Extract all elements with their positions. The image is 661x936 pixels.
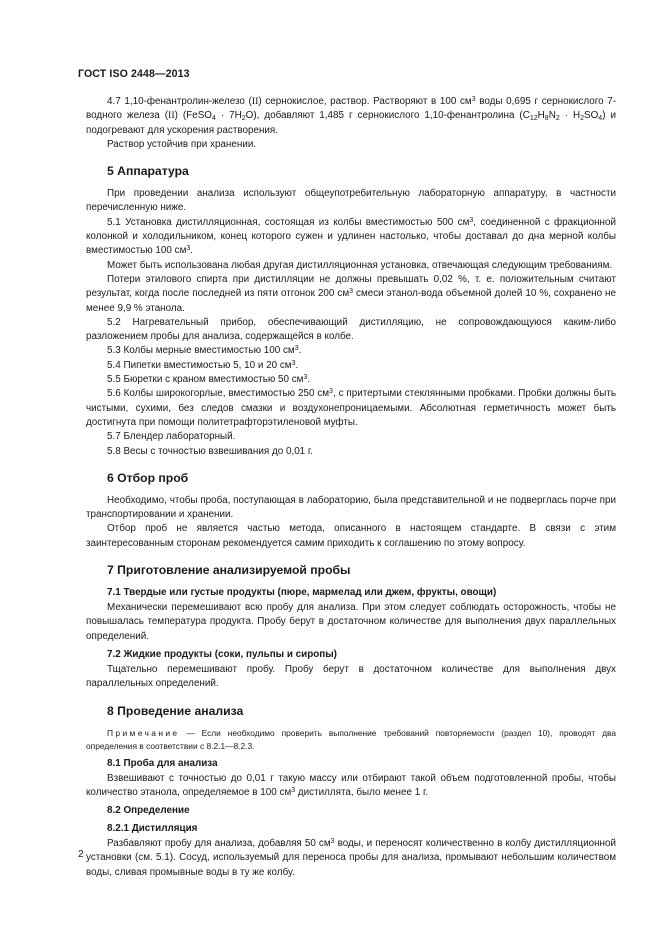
section-6-heading: 6 Отбор проб — [107, 470, 189, 485]
paragraph-8-1: Взвешивают с точностью до 0,01 г такую массу или отбирают такой объем подготовленной пробы, чтобы количество этанола, определяемое в 100 $см^3$ дистиллята, было менее 1 г. — [86, 772, 616, 798]
subsection-8-1-heading: 8.1 Проба для анализа — [107, 757, 218, 769]
paragraph-5-1: 5.1 Установка дистилляционная, состоящая из колбы вместимостью 500 $см^3$, соединенной с фракционной колонкой и холодильником, конец которого сужен и удлинен настолько, чтобы доставал до дна мерной колбы вместимостью 100 $см^3$. — [86, 216, 616, 257]
page-number: 2 — [78, 849, 84, 860]
subsection-8-2-heading: 8.2 Определение — [107, 805, 190, 817]
section-6-paragraph-1: Необходимо, чтобы проба, поступающая в лабораторию, была представительной и не подверглась порче при транспортировании и хранении. — [86, 494, 616, 521]
paragraph-5-6: 5.6 Колбы широкогорлые, вместимостью 250 $см^3$, с притертыми стеклянными пробками. Пробки должны быть чистыми, сухими, без следов смазки и воздухонепроницаемыми. Абсолютная герметичность может быть достигнута при помощи политетрафторэтиленовой муфты. — [86, 388, 616, 428]
paragraph-5-3: 5.3 Колбы мерные вместимостью 100 $см^3$. — [107, 345, 302, 357]
section-8-note: Примечание — Если необходимо проверить выполнение требований повторяемости (раздел 10), проводят два определения в соответствии с 8.2.1—8.2.3. — [86, 727, 616, 751]
paragraph-4-7: 4.7 1,10-фенантролин-железо (II) сернокислое, раствор. Растворяют в 100 $см^3$ воды 0,695 г сернокислого 7-водного железа (II) (FeSO$_4$ · $7H_2O$), добавляют 1,485 г сернокислого 1,10-фенантролина $(C_{12}H_8N_2 \cdot H_2SO_4)$ и подогревают для ускорения растворения. — [86, 96, 616, 136]
section-6-paragraph-2: Отбор проб не является частью метода, описанного в настоящем стандарте. В связи с этим заинтересованным сторонам рекомендуется самим приходить к соглашению по этому вопросу. — [86, 523, 616, 549]
subsection-8-2-1-heading: 8.2.1 Дистилляция — [107, 823, 198, 835]
paragraph-5-4: 5.4 Пипетки вместимостью 5, 10 и 20 $см^3$. — [107, 359, 299, 371]
paragraph-7-1: Механически перемешивают всю пробу для анализа. При этом следует соблюдать осторожность, чтобы не повышалась температура продукта. Пробу берут в достаточном количестве для выполнения двух параллельных определений. — [86, 602, 616, 642]
section-8-heading: 8 Проведение анализа — [107, 703, 244, 718]
paragraph-4-7-stability: Раствор устойчив при хранении. — [107, 138, 257, 150]
section-7-heading: 7 Приготовление анализируемой пробы — [107, 563, 351, 578]
page-body — [86, 95, 616, 880]
paragraph-5-5: 5.5 Бюретки с краном вместимостью 50 $см^3$. — [107, 374, 311, 386]
section-5-intro: При проведении анализа используют общеупотребительную лабораторную аппаратуру, в частности перечисленную ниже. — [86, 188, 616, 214]
running-header: ГОСТ ISO 2448—2013 — [78, 68, 190, 80]
paragraph-5-7: 5.7 Блендер лабораторный. — [107, 431, 236, 443]
paragraph-5-2: 5.2 Нагревательный прибор, обеспечивающий дистилляцию, не сопровождающуюся каким-либо разложением пробы для анализа, содержащейся в колбе. — [86, 316, 616, 343]
paragraph-5-1-alternative: Может быть использована любая другая дистилляционная установка, отвечающая следующим требованиям. — [107, 259, 613, 271]
paragraph-5-1-losses: Потери этилового спирта при дистилляции не должны превышать 0,02 %, т. е. положительным считают результат, когда после последней из пяти отгонок 200 $см^3$ смеси этанол-вода объемной долей 10 %, сохранено не менее 9,9 % этанола. — [86, 273, 617, 314]
section-5-heading: 5 Аппаратура — [107, 164, 189, 179]
subsection-7-1-heading: 7.1 Твердые или густые продукты (пюре, мармелад или джем, фрукты, овощи) — [107, 587, 497, 599]
paragraph-5-8: 5.8 Весы с точностью взвешивания до 0,01 г. — [107, 445, 314, 457]
subsection-7-2-heading: 7.2 Жидкие продукты (соки, пульпы и сиропы) — [107, 648, 337, 660]
paragraph-8-2-1: Разбавляют пробу для анализа, добавляя 50 $см^3$ воды, и переносят количественно в колбу дистилляционной установки (см. 5.1). Сосуд, используемый для переноса пробы для анализа, промывают небольшим количеством воды, сливая промывные воды в ту же колбу. — [86, 838, 616, 878]
paragraph-7-2: Тщательно перемешивают пробу. Пробу берут в достаточном количестве для выполнения двух параллельных определений. — [86, 663, 616, 690]
